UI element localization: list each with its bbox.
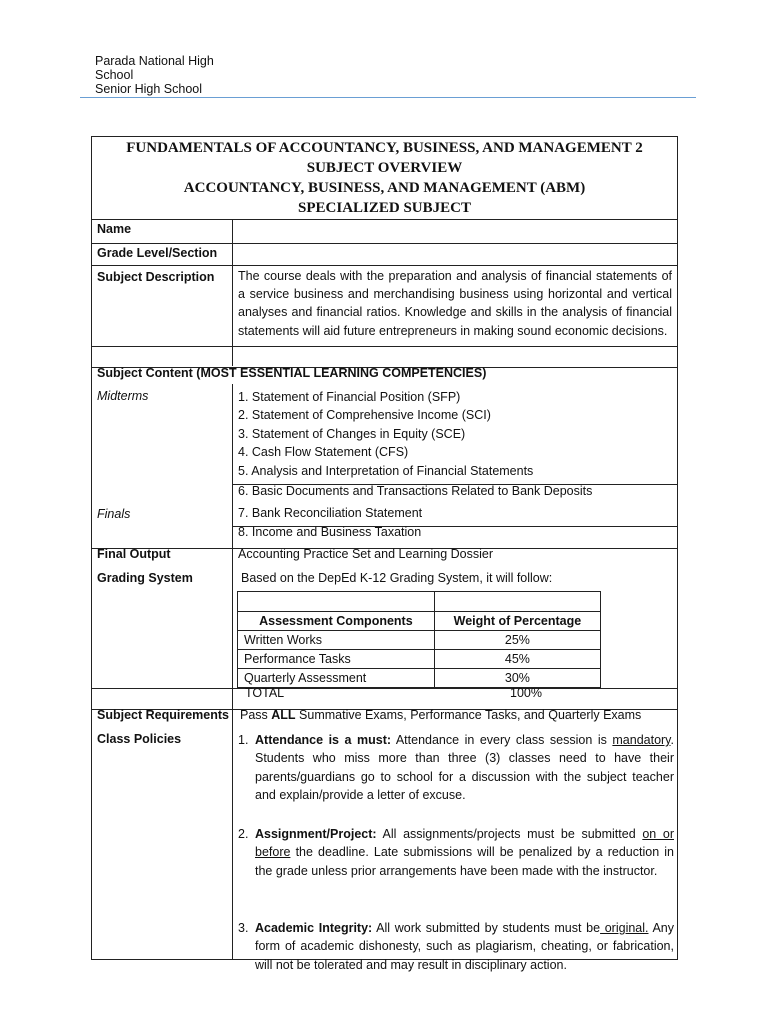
label-subject-content: Subject Content (MOST ESSENTIAL LEARNING COMPETENCIES) (97, 366, 487, 380)
label-final-output: Final Output (97, 547, 171, 561)
header-rule (80, 97, 696, 98)
column-divider (232, 384, 233, 960)
label-subject-requirements: Subject Requirements (97, 708, 229, 722)
label-grade-level: Grade Level/Section (97, 246, 218, 260)
policy-title: Attendance is a must: (255, 733, 392, 747)
table-row (238, 669, 601, 688)
grading-intro-text: Based on the DepEd K-12 Grading System, it will follow: (241, 571, 553, 585)
row-divider (91, 265, 678, 266)
midterm-item: 2. Statement of Comprehensive Income (SCI) (238, 408, 491, 422)
label-finals: Finals (97, 507, 131, 521)
document-title (91, 138, 678, 218)
table-row (238, 631, 601, 650)
title-line-1: FUNDAMENTALS OF ACCOUNTANCY, BUSINESS, AND MANAGEMENT 2 (126, 140, 643, 156)
finals-item: 6. Basic Documents and Transactions Related to Bank Deposits (238, 484, 593, 498)
table-row (238, 650, 601, 669)
grading-component: Written Works (238, 631, 435, 650)
label-class-policies: Class Policies (97, 732, 182, 746)
row-divider (91, 219, 678, 220)
final-output-text: Accounting Practice Set and Learning Dossier (238, 547, 494, 561)
finals-item: 7. Bank Reconciliation Statement (238, 506, 423, 520)
grading-component: Quarterly Assessment (238, 669, 435, 688)
school-header (95, 54, 245, 96)
midterm-item: 5. Analysis and Interpretation of Financial Statements (238, 464, 534, 478)
grading-total-label: TOTAL (245, 686, 285, 700)
policy-number: 1. (238, 733, 249, 747)
grading-table (237, 591, 601, 688)
policy-number: 2. (238, 827, 249, 841)
column-divider (232, 219, 233, 366)
school-division: Senior High School (95, 82, 203, 96)
subject-description-text: The course deals with the preparation and analysis of financial statements of a service business and merchandising business using horizontal and vertical analyses and financial ratios. Knowledge and skills in the analysis of financial statements will aid future entrepreneurs in making sound economic decisions. (238, 269, 672, 338)
grading-header-weight: Weight of Percentage (434, 612, 600, 631)
label-midterms: Midterms (97, 389, 149, 403)
grading-weight: 30% (434, 669, 600, 688)
grading-component: Performance Tasks (238, 650, 435, 669)
label-name: Name (97, 222, 132, 236)
policy-number: 3. (238, 921, 249, 935)
row-divider (91, 346, 678, 347)
policy-academic-integrity: 3. Academic Integrity: All work submitted by students must be original. Any form of academic dishonesty, such as plagiarism, cheating, or fabrication, will not be tolerated and may result in disciplinary action. (238, 921, 675, 972)
title-line-4: SPECIALIZED SUBJECT (298, 200, 471, 216)
midterm-item: 1. Statement of Financial Position (SFP) (238, 390, 461, 404)
policy-title: Assignment/Project: (255, 827, 377, 841)
title-line-3: ACCOUNTANCY, BUSINESS, AND MANAGEMENT (ABM) (183, 180, 586, 196)
subject-requirements-text: Pass ALL Summative Exams, Performance Tasks, and Quarterly Exams (240, 708, 642, 722)
row-divider (91, 243, 678, 244)
grading-header-components: Assessment Components (238, 612, 435, 631)
policy-attendance: 1. Attendance is a must: Attendance in every class session is mandatory. Students who miss more than three (3) classes need to have their parents/guardians go to school for a discussion with the subject teacher and explain/provide a letter of excuse. (238, 733, 674, 802)
grading-total-value: 100% (510, 686, 542, 700)
label-grading-system: Grading System (97, 571, 193, 585)
row-divider (91, 688, 678, 689)
grading-weight: 45% (434, 650, 600, 669)
midterm-item: 3. Statement of Changes in Equity (SCE) (238, 427, 466, 441)
midterm-item: 4. Cash Flow Statement (CFS) (238, 445, 409, 459)
policy-title: Academic Integrity: (255, 921, 373, 935)
finals-item: 8. Income and Business Taxation (238, 525, 422, 539)
grading-weight: 25% (434, 631, 600, 650)
title-line-2: SUBJECT OVERVIEW (306, 160, 463, 176)
label-subject-description: Subject Description (97, 270, 215, 284)
policy-assignment: 2. Assignment/Project: All assignments/projects must be submitted on or before the deadline. Late submissions will be penalized by a reduction in the grade unless prior arrangements have been made with the instructor. (238, 827, 674, 878)
school-name: Parada National High School (95, 54, 214, 82)
